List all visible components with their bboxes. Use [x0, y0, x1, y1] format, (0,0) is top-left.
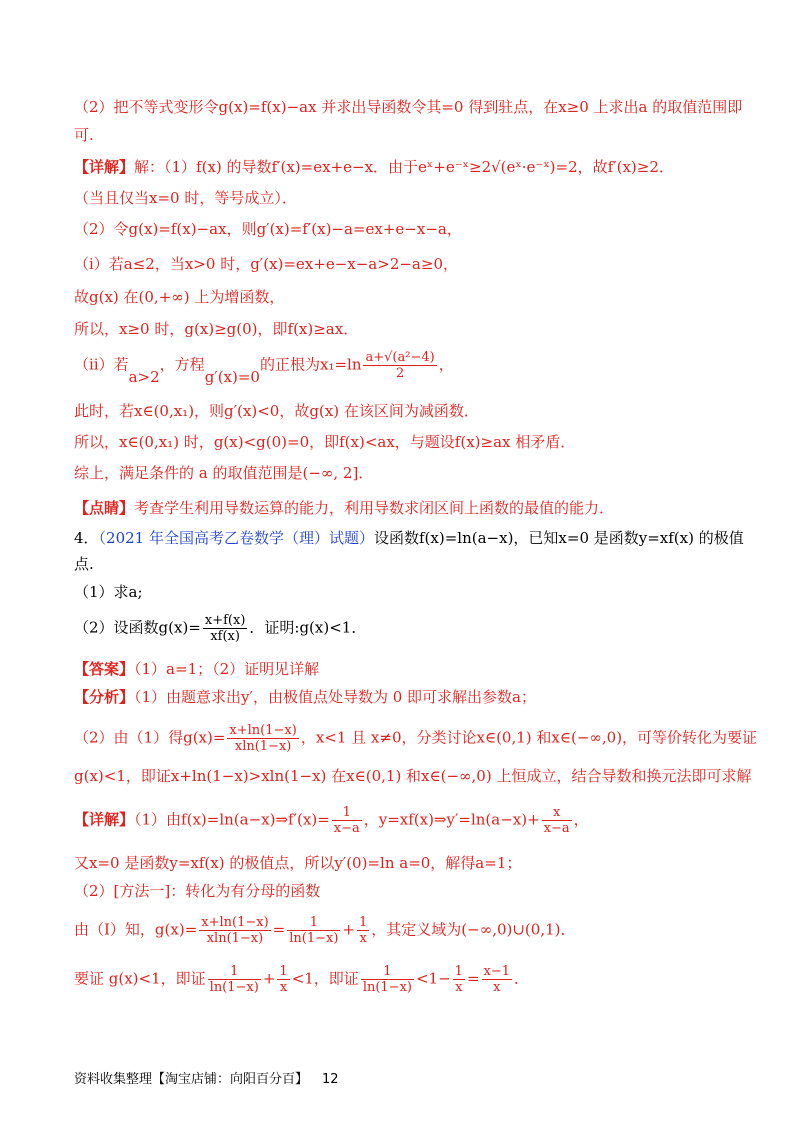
- detail-line-5: 故g(x) 在(0,+∞) 上为增函数，: [74, 288, 285, 306]
- comment-text: 考查学生利用导数运算的能力，利用导数求闭区间上函数的最值的能力．: [134, 499, 615, 517]
- text-segment: （1）由f(x)=ln(a−x)⇒f′(x)=: [134, 810, 330, 829]
- comment-label: 【点睛】: [74, 499, 135, 517]
- fraction-numerator: 1: [359, 915, 368, 930]
- text-segment: =: [466, 969, 480, 988]
- fraction-numerator: 1: [332, 805, 362, 821]
- fraction-denominator: 2: [395, 366, 405, 381]
- text-segment: ．证明:g(x)<1．: [249, 618, 367, 637]
- math-segment: a>2: [128, 367, 160, 386]
- fraction-denominator: ln(1−x): [289, 931, 339, 946]
- fraction: [482, 964, 513, 995]
- fraction: [453, 964, 465, 995]
- question-4-part-2: [74, 613, 740, 644]
- fraction-denominator: x: [279, 980, 288, 995]
- detail-line-9: 所以，x∈(0,x₁) 时，g(x)<g(0)=0，即f(x)<ax，与题设f(x)≥ax 相矛盾．: [74, 433, 576, 451]
- answer-label: 【答案】: [74, 660, 135, 678]
- text-segment: （2）设函数g(x)=: [74, 618, 201, 637]
- footer-text: 资料收集整理【淘宝店铺：向阳百分百】: [74, 1072, 309, 1087]
- fraction: [208, 964, 261, 995]
- fraction: [363, 350, 436, 381]
- fraction-numerator: a+√(a²−4): [365, 350, 435, 365]
- detail-q4-line-4: [74, 915, 740, 946]
- detail-line-6: 所以，x≥0 时，g(x)≥g(0)，即f(x)≥ax．: [74, 320, 359, 338]
- question-text: 设函数f(x)=ln(a−x)，已知x=0 是函数y=xf(x) 的极值: [374, 529, 744, 547]
- fraction: [542, 805, 572, 836]
- text-segment: <1−: [415, 969, 451, 988]
- fraction-denominator: ln(1−x): [209, 980, 259, 995]
- analysis-line-2: （2）把不等式变形令g(x)=f(x)−ax 并求出导函数令其=0 得到驻点，在x≥0 上求出a 的取值范围即: [74, 98, 743, 116]
- text-segment: ，: [438, 355, 454, 374]
- fraction-denominator: x: [359, 931, 367, 946]
- detail-line-1: [74, 156, 740, 178]
- text-segment: 要证 g(x)<1，即证: [74, 969, 206, 988]
- page-footer: [74, 1068, 339, 1087]
- fraction: [277, 964, 289, 995]
- fraction-numerator: 1: [279, 964, 288, 979]
- fraction: [203, 613, 248, 644]
- detail-q4-line-3: （2）[方法一]：转化为有分母的函数: [74, 882, 321, 900]
- text-segment: +: [262, 969, 276, 988]
- detail-line-2: （当且仅当x=0 时，等号成立）．: [74, 189, 297, 207]
- text-segment: <1，即证: [291, 969, 359, 988]
- answer-line: [74, 658, 740, 680]
- fraction-numerator: x+f(x): [204, 613, 246, 628]
- fraction: [357, 915, 369, 946]
- text-segment: ，y=xf(x)⇒y′=ln(a−x)+: [363, 810, 540, 829]
- question-4-part-1: （1）求a;: [74, 583, 143, 601]
- fraction: [361, 964, 414, 995]
- analysis-line-2-cont: 可.: [74, 126, 94, 144]
- fraction: [332, 805, 362, 836]
- answer-text: （1）a=1；（2）证明见详解: [134, 660, 320, 678]
- question-source: （2021 年全国高考乙卷数学（理）试题）: [98, 529, 374, 547]
- text-segment: =: [272, 920, 286, 939]
- comment-line: [74, 497, 740, 519]
- fraction-denominator: x: [455, 980, 463, 995]
- page-number: 12: [322, 1072, 339, 1087]
- detail-line-7: [74, 350, 740, 386]
- detail-line-3: （2）令g(x)=f(x)−ax，则g′(x)=f′(x)−a=ex+e−x−a，: [74, 220, 462, 238]
- fraction-denominator: x−a: [543, 821, 570, 836]
- fraction-denominator: x: [493, 980, 501, 995]
- question-4-line-2: 点.: [74, 555, 94, 573]
- detail-line-8: 此时，若x∈(0,x₁)，则g′(x)<0，故g(x) 在该区间为减函数．: [74, 402, 479, 420]
- text-segment: +: [342, 920, 355, 939]
- text-segment: 的正根为x₁=ln: [259, 355, 362, 374]
- fraction-denominator: xf(x): [210, 629, 240, 644]
- text-segment: ，x<1 且 x≠0，分类讨论x∈(0,1) 和x∈(−∞,0)，可等价转化为要证: [300, 728, 758, 747]
- analysis-line-1: [74, 686, 740, 708]
- analysis-line-3: [74, 723, 758, 754]
- fraction-numerator: x+ln(1−x): [201, 915, 269, 930]
- detail-q4-line-2: 又x=0 是函数y=xf(x) 的极值点，所以y′(0)=ln a=0，解得a=1；: [74, 854, 522, 872]
- fraction-numerator: x−1: [483, 964, 511, 979]
- fraction-denominator: xln(1−x): [206, 931, 264, 946]
- text-segment: ，其定义域为(−∞,0)∪(0,1)．: [371, 920, 576, 939]
- fraction-numerator: 1: [208, 964, 261, 980]
- fraction-numerator: x+ln(1−x): [229, 723, 297, 738]
- analysis-line-4: g(x)<1，即证x+ln(1−x)>xln(1−x) 在x∈(0,1) 和x∈(−∞,0) 上恒成立，结合导数和换元法即可求解: [74, 767, 752, 785]
- fraction-numerator: x: [542, 805, 572, 821]
- text-segment: ，方程: [159, 355, 205, 374]
- text-segment: 由（Ⅰ）知，g(x)=: [74, 920, 198, 939]
- fraction-denominator: x−a: [333, 821, 360, 836]
- detail-line-4: （ⅰ）若a≤2，当x>0 时，g′(x)=ex+e−x−a>2−a≥0，: [74, 255, 458, 273]
- detail-q4-line-1: [74, 805, 740, 836]
- detail-label: 【详解】: [74, 158, 135, 176]
- fraction: [287, 915, 340, 946]
- fraction-denominator: ln(1−x): [362, 980, 412, 995]
- analysis-text: （1）由题意求出y′，由极值点处导数为 0 即可求解出参数a；: [134, 688, 536, 706]
- fraction-numerator: 1: [361, 964, 414, 980]
- fraction-numerator: 1: [287, 915, 340, 931]
- analysis-label: 【分析】: [74, 688, 135, 706]
- fraction-denominator: xln(1−x): [234, 739, 292, 754]
- question-4-line-1: [74, 527, 744, 549]
- math-segment: g′(x)=0: [204, 367, 260, 386]
- fraction-numerator: 1: [454, 964, 463, 979]
- text-segment: （ⅱ）若: [74, 355, 129, 374]
- detail-text: 解：（1）f(x) 的导数f′(x)=ex+e−x．由于eˣ+e⁻ˣ≥2√(eˣ·e⁻ˣ)=2，故f′(x)≥2．: [134, 158, 674, 176]
- text-segment: ．: [514, 969, 530, 988]
- text-segment: ，: [573, 810, 589, 829]
- fraction: [227, 723, 298, 754]
- detail-line-10: 综上，满足条件的 a 的取值范围是(−∞, 2]．: [74, 464, 374, 482]
- detail-label: 【详解】: [74, 810, 135, 829]
- fraction: [199, 915, 270, 946]
- detail-q4-line-5: [74, 964, 740, 995]
- question-number: 4．: [74, 529, 99, 547]
- text-segment: （2）由（1）得g(x)=: [74, 728, 226, 747]
